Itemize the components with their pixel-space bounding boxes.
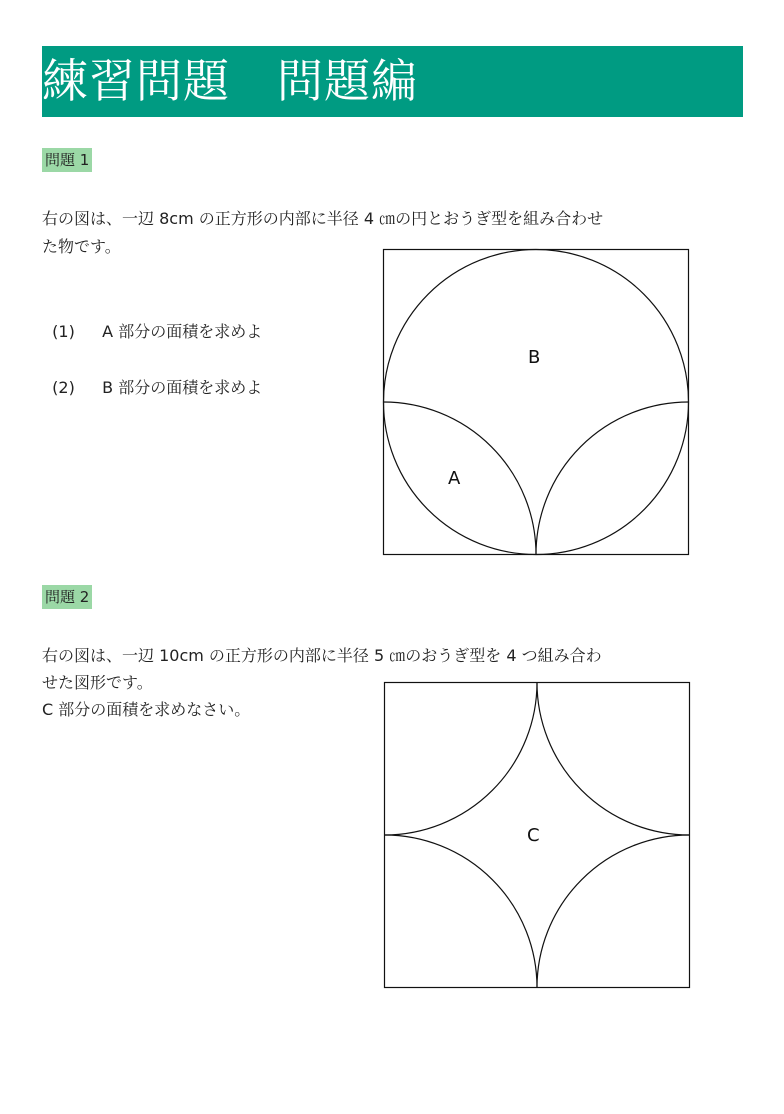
figure-1-arc-right [536,402,689,555]
problem-2-label: 問題 2 [42,585,92,609]
problem-1-question-2 [42,355,262,399]
figure-2-arc-bottom-right [537,835,690,988]
problem-1-text-line1: 右の図は、一辺 8cm の正方形の内部に半径 4 ㎝の円とおうぎ型を組み合わせ [42,209,604,228]
problem-2-text-line2: せた図形です。 [42,673,153,692]
figure-1-label-a: A [448,468,461,489]
figure-1-label-b: B [528,347,541,368]
problem-1-figure [383,249,689,555]
problem-1-label: 問題 1 [42,148,92,172]
problem-1-question-1 [42,299,262,343]
figure-1-circle [384,250,689,555]
page-title: 練習問題 問題編 [42,46,743,117]
figure-2-label-c: C [527,825,540,846]
question-text: A 部分の面積を求めよ [102,322,263,341]
figure-2-arc-top-left [385,683,538,836]
problem-2-text-line1: 右の図は、一辺 10cm の正方形の内部に半径 5 ㎝のおうぎ型を 4 つ組み合わ [42,646,602,665]
question-number: (2) [52,378,75,397]
problem-2-figure [384,682,690,988]
question-number: (1) [52,322,75,341]
problem-1-text-line2: た物です。 [42,237,121,256]
problem-2-text-line3: C 部分の面積を求めなさい。 [42,700,251,719]
figure-1-square [384,250,689,555]
figure-2-arc-top-right [537,683,690,836]
question-text: B 部分の面積を求めよ [102,378,263,397]
figure-2-arc-bottom-left [385,835,538,988]
